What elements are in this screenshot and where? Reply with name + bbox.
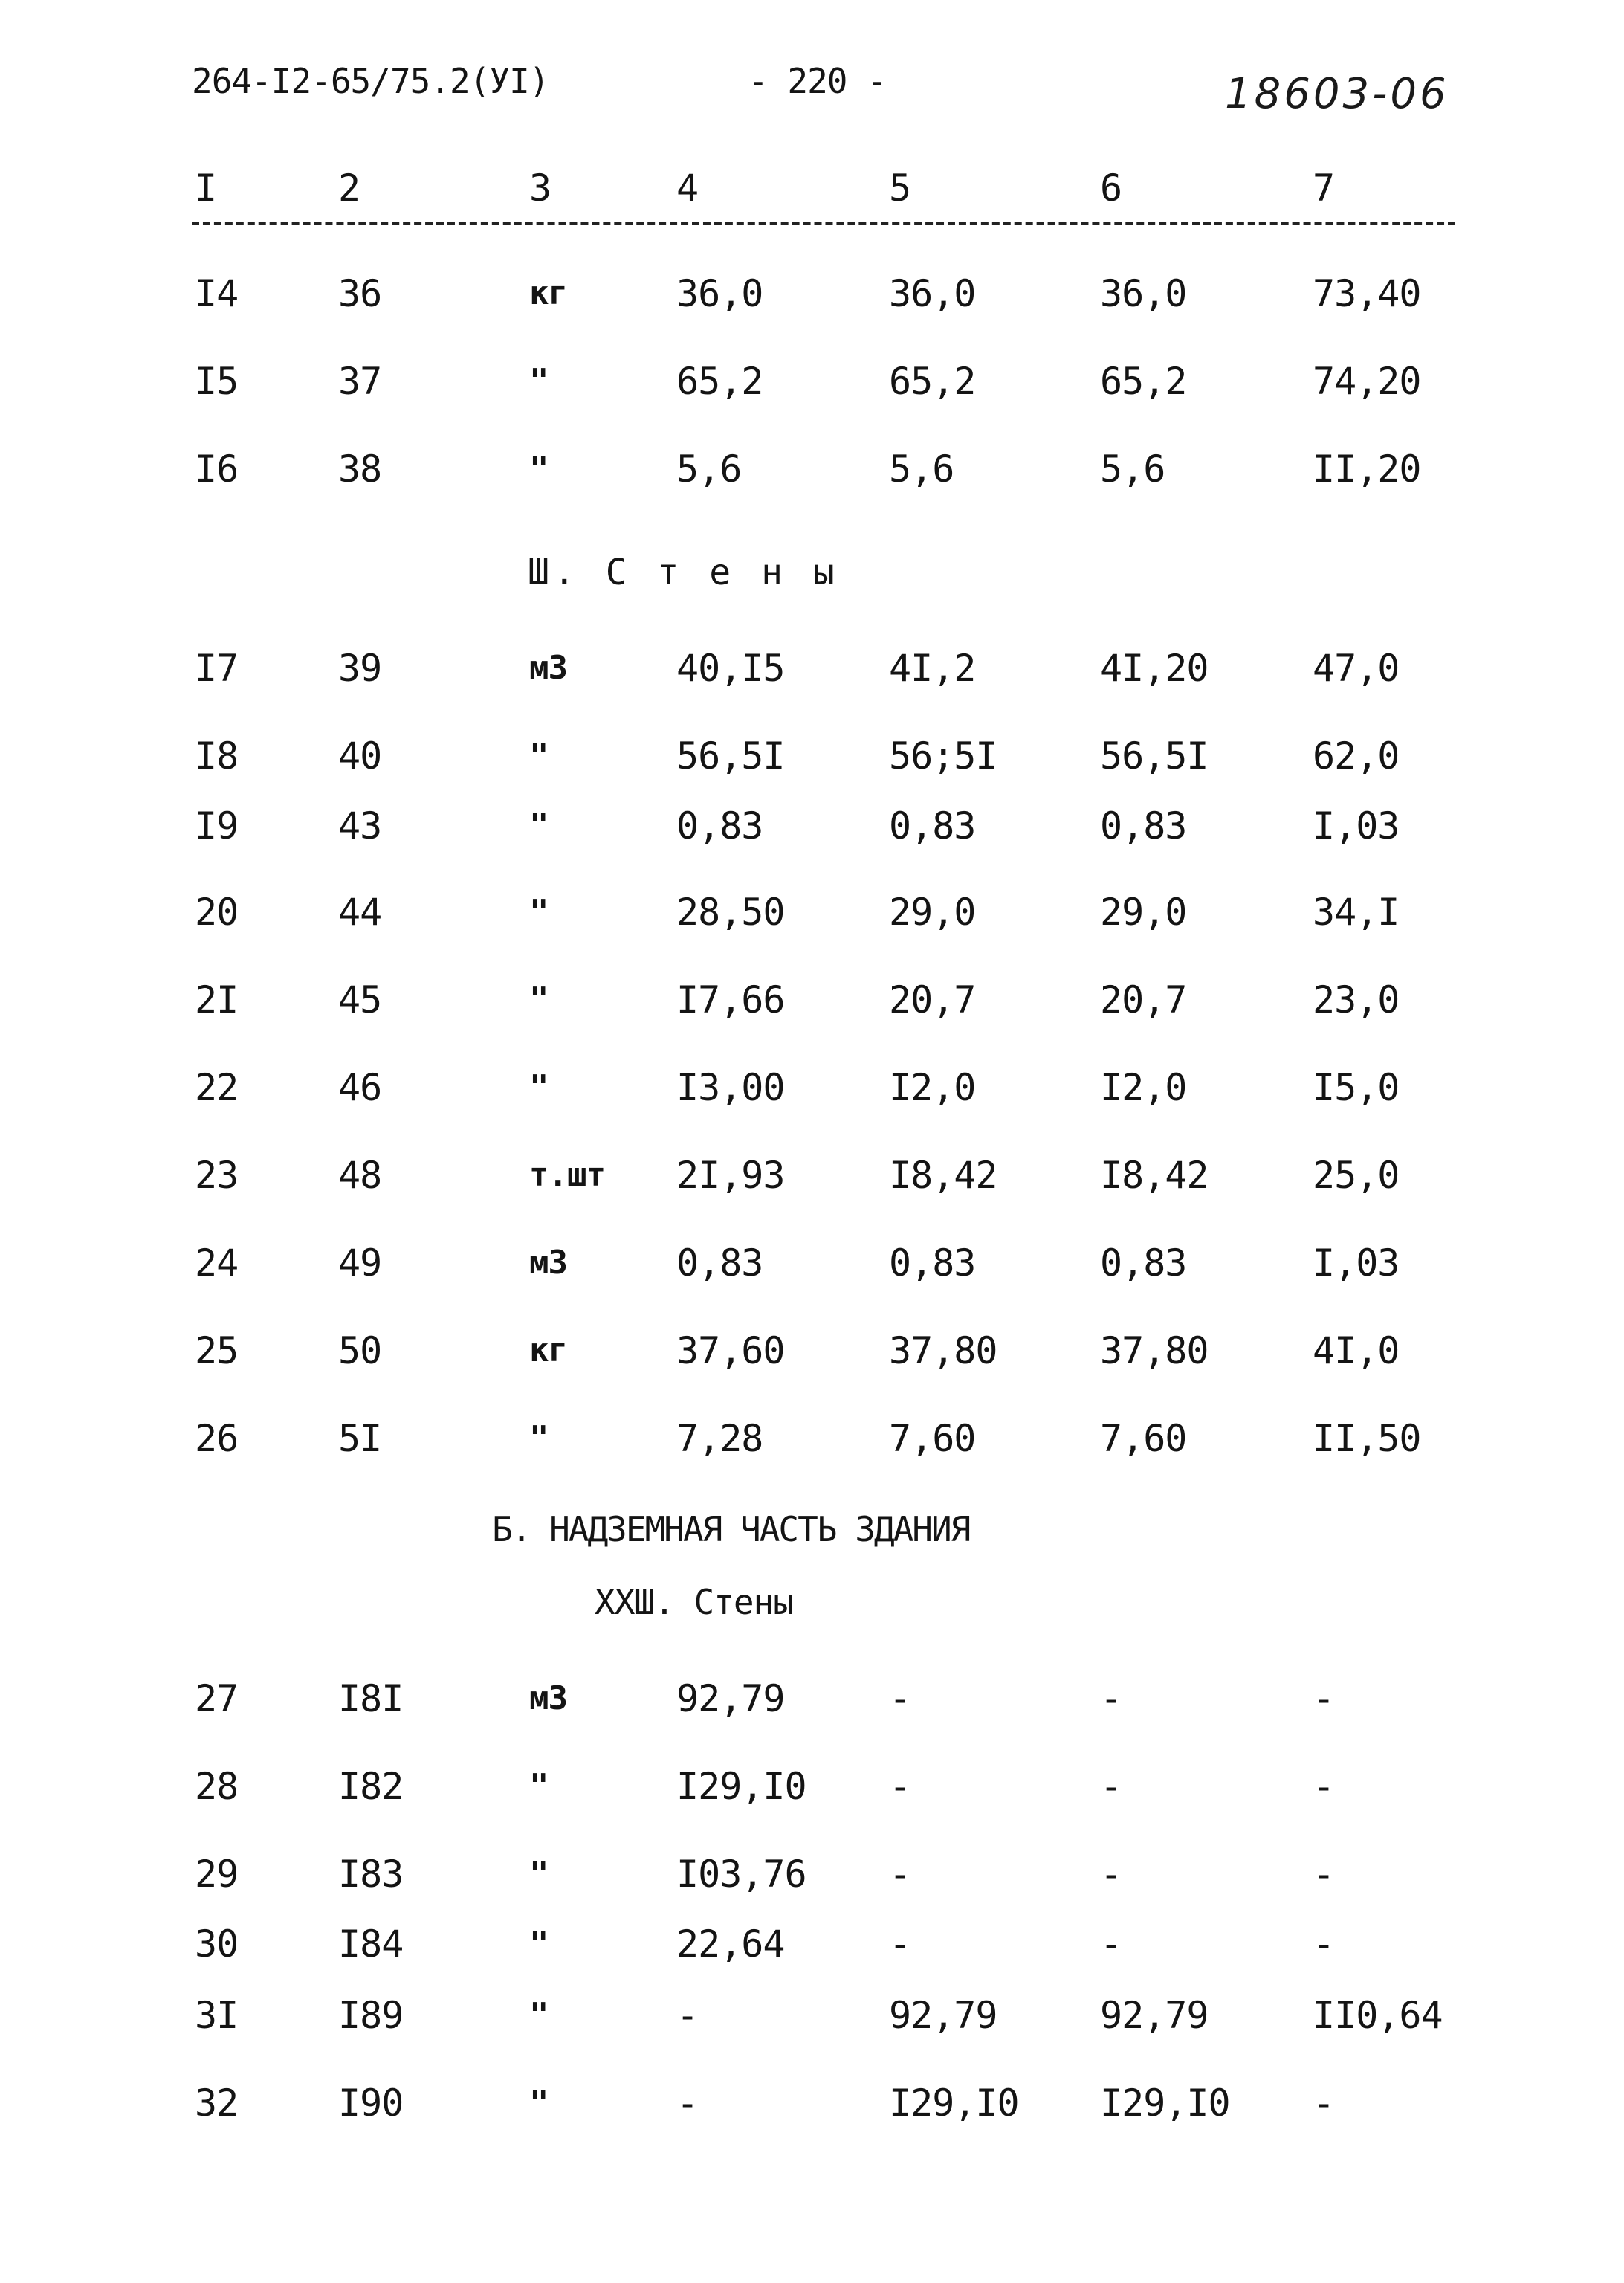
value-col-4: - bbox=[676, 2082, 699, 2125]
value-col-4: I3,00 bbox=[676, 1066, 785, 1109]
item-code: 44 bbox=[338, 891, 382, 934]
value-col-6: - bbox=[1100, 1677, 1122, 1720]
value-col-4: 0,83 bbox=[676, 1241, 763, 1285]
document-code: 264-I2-65/75.2(УI) bbox=[192, 61, 549, 101]
table-row bbox=[0, 1325, 1624, 1377]
value-col-4: 5,6 bbox=[676, 448, 742, 491]
row-number: I9 bbox=[195, 804, 239, 847]
column-header: 3 bbox=[529, 167, 551, 210]
value-col-7: II0,64 bbox=[1313, 1994, 1443, 2037]
table-row bbox=[0, 2077, 1624, 2129]
value-col-5: 92,79 bbox=[889, 1994, 997, 2037]
table-row bbox=[0, 1412, 1624, 1465]
header-divider bbox=[192, 222, 1455, 225]
item-code: 37 bbox=[338, 360, 382, 403]
table-row bbox=[0, 800, 1624, 852]
value-col-5: I29,I0 bbox=[889, 2082, 1019, 2125]
table-row bbox=[0, 1989, 1624, 2041]
item-code: 48 bbox=[338, 1154, 382, 1197]
column-header: 2 bbox=[338, 167, 360, 210]
row-number: 29 bbox=[195, 1853, 239, 1896]
item-code: I84 bbox=[338, 1922, 404, 1966]
item-code: 46 bbox=[338, 1066, 382, 1109]
column-header: 5 bbox=[889, 167, 911, 210]
value-col-4: 2I,93 bbox=[676, 1154, 785, 1197]
value-col-6: I8,42 bbox=[1100, 1154, 1209, 1197]
value-col-6: 65,2 bbox=[1100, 360, 1187, 403]
row-number: 3I bbox=[195, 1994, 239, 2037]
value-col-7: I,03 bbox=[1313, 1241, 1400, 1285]
table-row bbox=[0, 1237, 1624, 1289]
row-number: 22 bbox=[195, 1066, 239, 1109]
unit: м3 bbox=[529, 649, 567, 687]
unit: " bbox=[529, 362, 549, 400]
value-col-4: I7,66 bbox=[676, 978, 785, 1021]
unit: т.шт bbox=[529, 1156, 605, 1194]
unit: м3 bbox=[529, 1679, 567, 1717]
value-col-4: 92,79 bbox=[676, 1677, 785, 1720]
item-code: I82 bbox=[338, 1765, 404, 1808]
table-row bbox=[0, 886, 1624, 938]
value-col-7: 73,40 bbox=[1313, 272, 1421, 315]
table-row bbox=[0, 1760, 1624, 1812]
item-code: I90 bbox=[338, 2082, 404, 2125]
unit: " bbox=[529, 450, 549, 488]
table-row bbox=[0, 443, 1624, 495]
column-header: 6 bbox=[1100, 167, 1122, 210]
table-row bbox=[0, 1848, 1624, 1900]
row-number: 26 bbox=[195, 1417, 239, 1460]
table-row bbox=[0, 268, 1624, 320]
column-header: 7 bbox=[1313, 167, 1335, 210]
value-col-6: I29,I0 bbox=[1100, 2082, 1230, 2125]
value-col-7: 34,I bbox=[1313, 891, 1400, 934]
value-col-5: 65,2 bbox=[889, 360, 976, 403]
archive-number: 18603-06 bbox=[1225, 70, 1449, 118]
value-col-5: - bbox=[889, 1922, 911, 1966]
table-row bbox=[0, 1918, 1624, 1970]
unit: " bbox=[529, 1068, 549, 1106]
value-col-7: - bbox=[1313, 1853, 1335, 1896]
value-col-7: II,20 bbox=[1313, 448, 1421, 491]
value-col-6: 4I,20 bbox=[1100, 647, 1209, 690]
item-code: I83 bbox=[338, 1853, 404, 1896]
item-code: 5I bbox=[338, 1417, 382, 1460]
value-col-4: 0,83 bbox=[676, 804, 763, 847]
value-col-4: - bbox=[676, 1994, 699, 2037]
table-row bbox=[0, 974, 1624, 1026]
value-col-5: - bbox=[889, 1853, 911, 1896]
table-row bbox=[0, 1673, 1624, 1725]
unit: " bbox=[529, 1767, 549, 1805]
column-header-row bbox=[0, 162, 1624, 214]
value-col-4: 28,50 bbox=[676, 891, 785, 934]
value-col-7: - bbox=[1313, 1922, 1335, 1966]
unit: " bbox=[529, 2084, 549, 2122]
value-col-6: 0,83 bbox=[1100, 1241, 1187, 1285]
value-col-7: II,50 bbox=[1313, 1417, 1421, 1460]
value-col-4: 7,28 bbox=[676, 1417, 763, 1460]
value-col-7: - bbox=[1313, 1765, 1335, 1808]
unit: кг bbox=[529, 274, 567, 312]
unit: " bbox=[529, 981, 549, 1018]
table-row bbox=[0, 1062, 1624, 1114]
value-col-7: - bbox=[1313, 2082, 1335, 2125]
item-code: I89 bbox=[338, 1994, 404, 2037]
row-number: I6 bbox=[195, 448, 239, 491]
section-heading-walls-23: XXШ. Стены bbox=[595, 1582, 793, 1622]
value-col-5: 0,83 bbox=[889, 1241, 976, 1285]
item-code: 36 bbox=[338, 272, 382, 315]
value-col-4: 37,60 bbox=[676, 1329, 785, 1372]
row-number: I8 bbox=[195, 734, 239, 778]
section-heading-above-ground: Б. НАДЗЕМНАЯ ЧАСТЬ ЗДАНИЯ bbox=[492, 1509, 970, 1549]
value-col-6: 20,7 bbox=[1100, 978, 1187, 1021]
item-code: 43 bbox=[338, 804, 382, 847]
unit: " bbox=[529, 1925, 549, 1963]
table-row bbox=[0, 730, 1624, 782]
value-col-7: I5,0 bbox=[1313, 1066, 1400, 1109]
value-col-6: - bbox=[1100, 1853, 1122, 1896]
value-col-5: 29,0 bbox=[889, 891, 976, 934]
value-col-7: 23,0 bbox=[1313, 978, 1400, 1021]
row-number: 24 bbox=[195, 1241, 239, 1285]
unit: " bbox=[529, 1855, 549, 1893]
value-col-7: 4I,0 bbox=[1313, 1329, 1400, 1372]
row-number: 20 bbox=[195, 891, 239, 934]
item-code: 39 bbox=[338, 647, 382, 690]
row-number: 25 bbox=[195, 1329, 239, 1372]
page-number: - 220 - bbox=[748, 61, 887, 101]
column-header: 4 bbox=[676, 167, 699, 210]
value-col-4: 56,5I bbox=[676, 734, 785, 778]
value-col-6: 7,60 bbox=[1100, 1417, 1187, 1460]
value-col-6: 37,80 bbox=[1100, 1329, 1209, 1372]
unit: " bbox=[529, 1996, 549, 2034]
value-col-5: 56;5I bbox=[889, 734, 997, 778]
section-heading-walls: Ш. С т е н ы bbox=[528, 552, 839, 593]
value-col-5: - bbox=[889, 1677, 911, 1720]
value-col-7: 47,0 bbox=[1313, 647, 1400, 690]
item-code: I8I bbox=[338, 1677, 404, 1720]
value-col-4: 36,0 bbox=[676, 272, 763, 315]
value-col-6: - bbox=[1100, 1765, 1122, 1808]
value-col-5: 20,7 bbox=[889, 978, 976, 1021]
row-number: 2I bbox=[195, 978, 239, 1021]
unit: м3 bbox=[529, 1244, 567, 1282]
value-col-7: 62,0 bbox=[1313, 734, 1400, 778]
item-code: 45 bbox=[338, 978, 382, 1021]
unit: кг bbox=[529, 1331, 567, 1369]
unit: " bbox=[529, 737, 549, 775]
row-number: I7 bbox=[195, 647, 239, 690]
row-number: I5 bbox=[195, 360, 239, 403]
value-col-5: 4I,2 bbox=[889, 647, 976, 690]
value-col-7: 74,20 bbox=[1313, 360, 1421, 403]
value-col-6: 5,6 bbox=[1100, 448, 1165, 491]
value-col-5: I2,0 bbox=[889, 1066, 976, 1109]
item-code: 38 bbox=[338, 448, 382, 491]
row-number: I4 bbox=[195, 272, 239, 315]
item-code: 50 bbox=[338, 1329, 382, 1372]
value-col-7: I,03 bbox=[1313, 804, 1400, 847]
value-col-6: I2,0 bbox=[1100, 1066, 1187, 1109]
value-col-6: 92,79 bbox=[1100, 1994, 1209, 2037]
value-col-4: I29,I0 bbox=[676, 1765, 806, 1808]
value-col-5: 36,0 bbox=[889, 272, 976, 315]
value-col-4: I03,76 bbox=[676, 1853, 806, 1896]
value-col-5: 37,80 bbox=[889, 1329, 997, 1372]
value-col-5: 7,60 bbox=[889, 1417, 976, 1460]
value-col-5: I8,42 bbox=[889, 1154, 997, 1197]
value-col-7: - bbox=[1313, 1677, 1335, 1720]
item-code: 49 bbox=[338, 1241, 382, 1285]
value-col-4: 40,I5 bbox=[676, 647, 785, 690]
value-col-5: 5,6 bbox=[889, 448, 954, 491]
item-code: 40 bbox=[338, 734, 382, 778]
row-number: 23 bbox=[195, 1154, 239, 1197]
row-number: 32 bbox=[195, 2082, 239, 2125]
value-col-6: 36,0 bbox=[1100, 272, 1187, 315]
value-col-6: - bbox=[1100, 1922, 1122, 1966]
unit: " bbox=[529, 1419, 549, 1457]
row-number: 27 bbox=[195, 1677, 239, 1720]
table-row bbox=[0, 355, 1624, 407]
value-col-6: 0,83 bbox=[1100, 804, 1187, 847]
unit: " bbox=[529, 807, 549, 845]
value-col-6: 29,0 bbox=[1100, 891, 1187, 934]
value-col-4: 22,64 bbox=[676, 1922, 785, 1966]
row-number: 30 bbox=[195, 1922, 239, 1966]
value-col-5: - bbox=[889, 1765, 911, 1808]
table-row bbox=[0, 1149, 1624, 1201]
row-number: 28 bbox=[195, 1765, 239, 1808]
value-col-4: 65,2 bbox=[676, 360, 763, 403]
column-header: I bbox=[195, 167, 217, 210]
value-col-7: 25,0 bbox=[1313, 1154, 1400, 1197]
value-col-6: 56,5I bbox=[1100, 734, 1209, 778]
unit: " bbox=[529, 893, 549, 931]
table-row bbox=[0, 642, 1624, 694]
value-col-5: 0,83 bbox=[889, 804, 976, 847]
